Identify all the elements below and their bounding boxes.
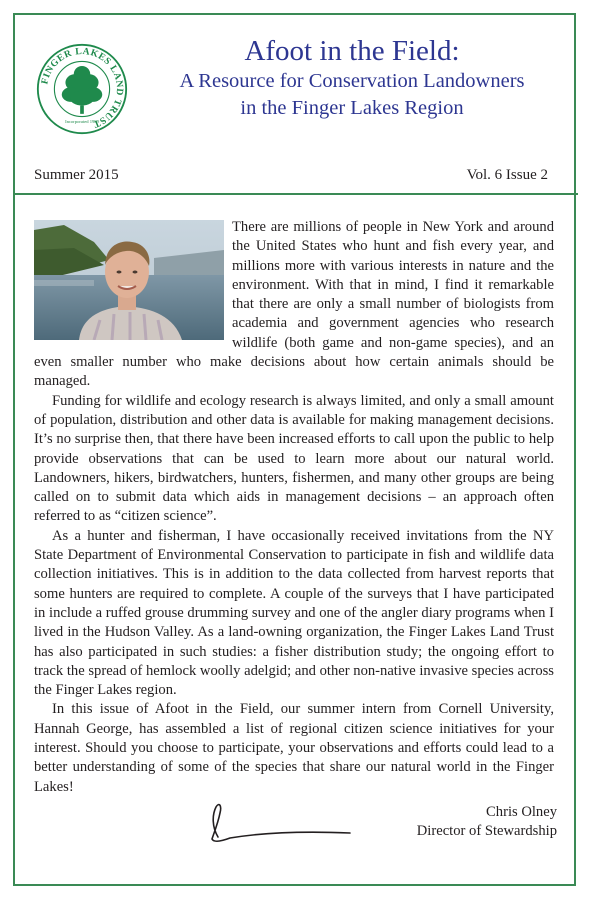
author-signoff bbox=[417, 803, 557, 841]
issue-season: Summer 2015 bbox=[34, 167, 119, 183]
newsletter-subtitle-line-1: A Resource for Conservation Landowners bbox=[179, 70, 525, 92]
masthead bbox=[132, 34, 572, 122]
logo-founded-text: Incorporated 1989 bbox=[65, 119, 99, 125]
article-paragraph: In this issue of Afoot in the Field, our summer intern from Cornell University, Hannah George, has assembled a list of regional citizen science initiatives for your interest. Should you choose to participate, your observations and efforts could lead to a better understanding of some of the species that share our natural world in the Finger Lakes! bbox=[34, 701, 554, 795]
newsletter-subtitle-line-2: in the Finger Lakes Region bbox=[240, 97, 464, 119]
article-paragraph: As a hunter and fisherman, I have occasionally received invitations from the NY State Department of Environmental Conservation to participate in fish and wildlife data collection initiatives. This is in addition to the data collected from harvest reports that some hunters are required to complete. A couple of the surveys that I have participated in include a ruffed grouse drumming survey and one of the angler diary programs when I lived in the Hudson Valley. As a land-owning organization, the Finger Lakes Land Trust has also participated in such studies: a fisher distribution study; the ongoing effort to track the spread of hemlock woolly adelgid; and other non-native invasive species across the Finger Lakes region. bbox=[34, 527, 554, 699]
logo-lettering: FINGER LAKES LAND TRUST bbox=[39, 45, 126, 130]
author-title: Director of Stewardship bbox=[416, 823, 557, 839]
land-trust-logo bbox=[36, 43, 128, 135]
header-divider bbox=[13, 193, 578, 195]
issue-volume: Vol. 6 Issue 2 bbox=[466, 167, 548, 183]
author-signature bbox=[200, 797, 360, 847]
newsletter-title: Afoot in the Field: bbox=[244, 35, 460, 67]
article-paragraph: There are millions of people in New York and around the United States who hunt and fish every year, and millions more with various interests in nature and the environment. With that in mind, I find it remarkable that there are only a small number of biologists from academia and government agencies who research wildlife (both game and non-game species), and an even smaller number who make decisions about how certain animals should be managed. bbox=[34, 219, 554, 390]
article-body bbox=[34, 218, 554, 797]
article-paragraph: Funding for wildlife and ecology research is always limited, and only a small amount of population, distribution and other data is available for making management decisions. It’s no surprise then, that there have been increased efforts to call upon the public to help provide observations that can be used to learn more about our natural world. Landowners, hikers, birdwatchers, hunters, fishermen, and many other groups are being called on to submit data which aids in management decisions – an approach often referred to as “citizen science”. bbox=[34, 392, 554, 525]
author-name: Chris Olney bbox=[486, 804, 557, 820]
photo-spacer bbox=[34, 218, 232, 349]
